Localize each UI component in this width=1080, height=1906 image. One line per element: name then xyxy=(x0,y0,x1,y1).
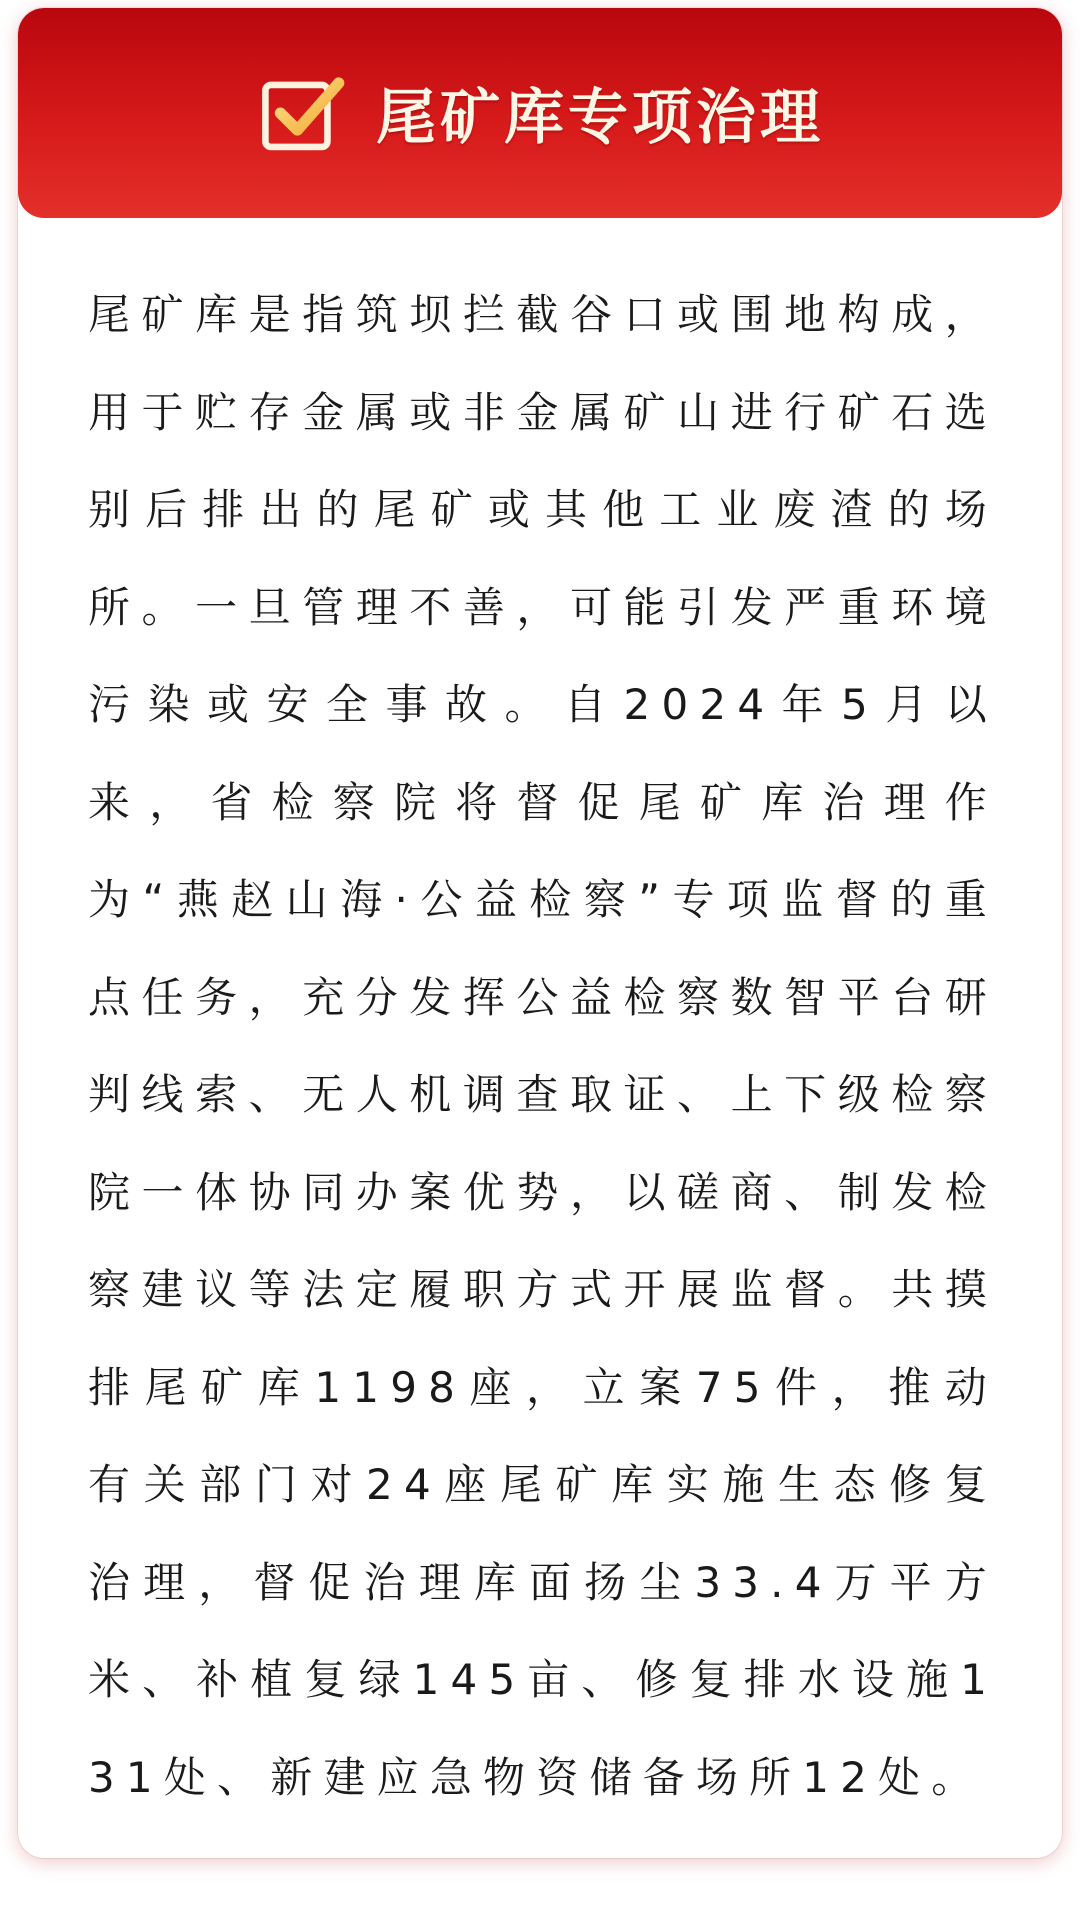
content-card xyxy=(18,8,1062,1858)
check-box-icon xyxy=(256,68,350,162)
body-paragraph: 尾矿库是指筑坝拦截谷口或围地构成，用于贮存金属或非金属矿山进行矿石选别后排出的尾矿或其他工业废渣的场所。一旦管理不善，可能引发严重环境污染或安全事故。自2024年5月以来，省检察院将督促尾矿库治理作为“燕赵山海·公益检察”专项监督的重点任务，充分发挥公益检察数智平台研判线索、无人机调查取证、上下级检察院一体协同办案优势，以磋商、制发检察建议等法定履职方式开展监督。共摸排尾矿库1198座，立案75件，推动有关部门对24座尾矿库实施生态修复治理，督促治理库面扬尘33.4万平方米、补植复绿145亩、修复排水设施131处、新建应急物资储备场所12处。 xyxy=(88,290,998,1802)
header-inner xyxy=(18,8,1062,218)
page-title: 尾矿库专项治理 xyxy=(376,83,824,153)
card-header xyxy=(18,8,1062,218)
